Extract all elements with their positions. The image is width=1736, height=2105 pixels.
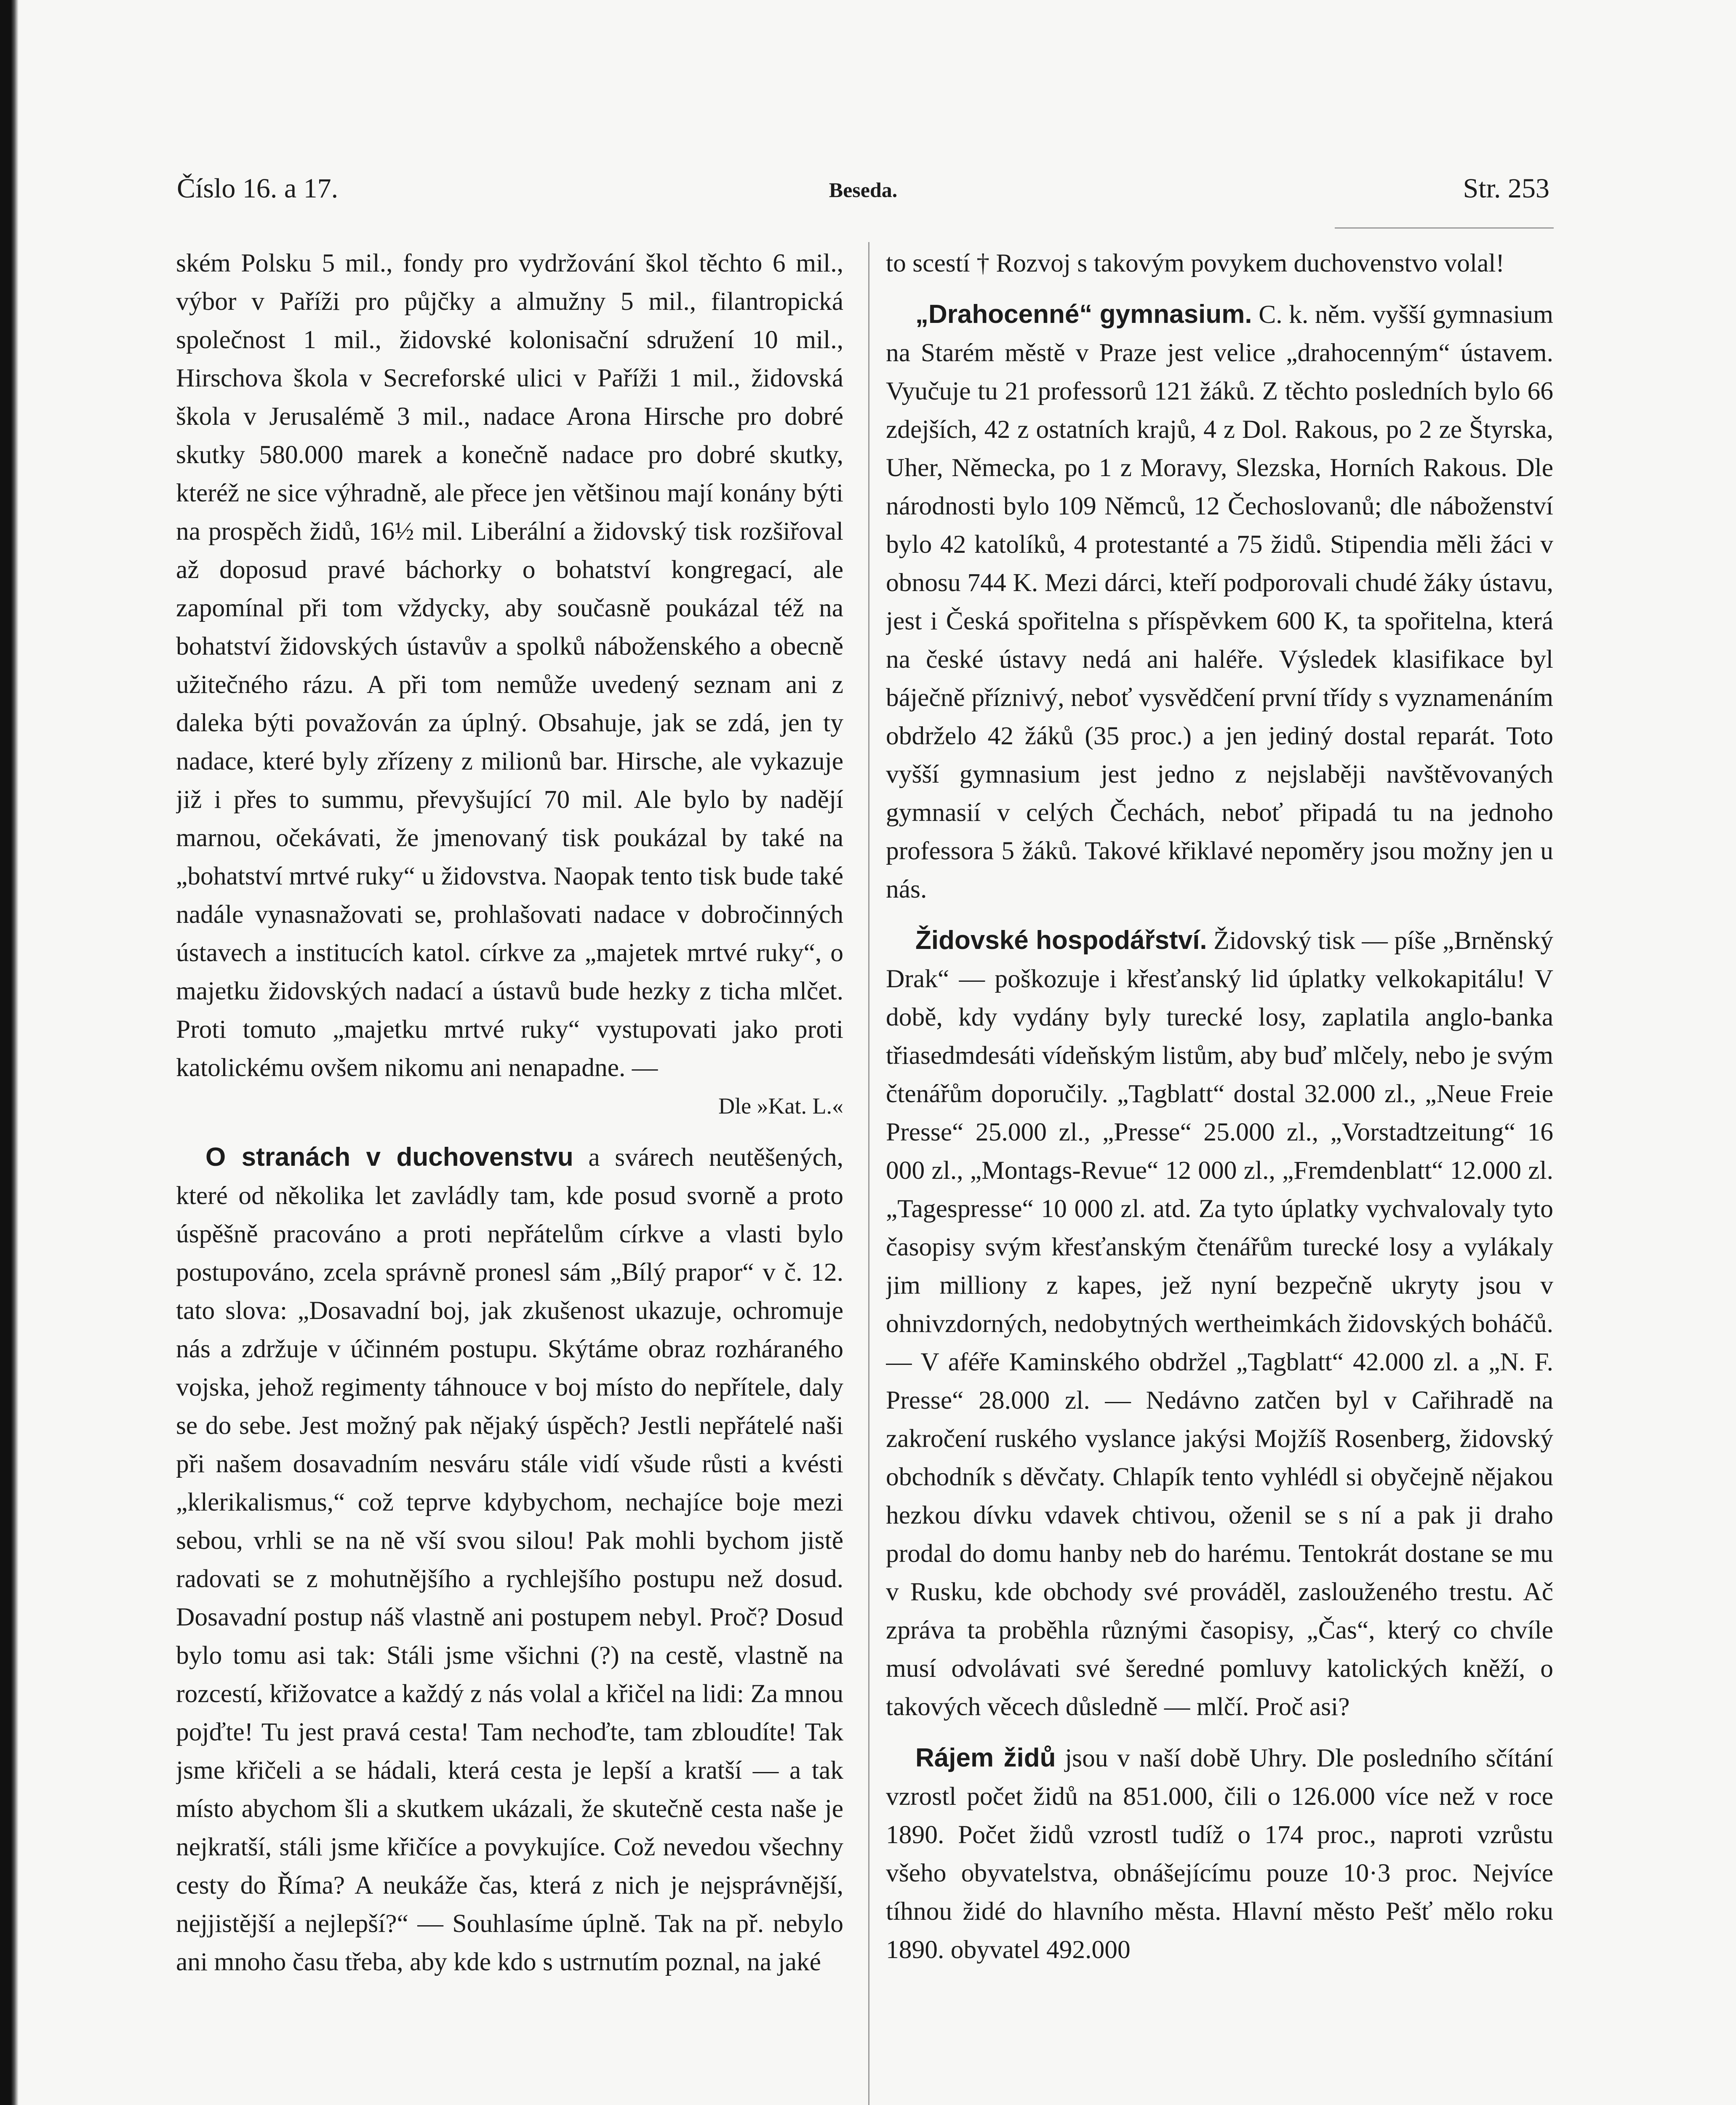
article-heading: „Drahocenné“ gymnasium. xyxy=(915,300,1252,329)
column-divider xyxy=(868,242,869,2105)
journal-title: Beseda. xyxy=(829,178,898,202)
paragraph-continuation: to scestí † Rozvoj s takovým povykem duchovenstvo volal! xyxy=(886,249,1504,277)
paragraph-gymnasium xyxy=(886,295,1553,909)
page-number: Str. 253 xyxy=(1463,173,1549,204)
article-heading: Židovské hospodářství. xyxy=(915,926,1207,955)
right-column xyxy=(886,244,1553,2105)
article-body: C. k. něm. vyšší gymnasium na Starém městě v Praze jest velice „drahocenným“ ústavem. Vyučuje tu 21 professorů 121 žáků. Z těchto posledních bylo 66 zdejších, 42 z ostatních krajů, 4 z Dol. Rakous, po 2 ze Štyrska, Uher, Německa, po 1 z Moravy, Slezska, Horních Rakous. Dle národnosti bylo 109 Němců, 12 Čechoslovanů; dle náboženství bylo 42 katolíků, 4 protestanté a 75 židů. Stipendia měli žáci v obnosu 744 K. Mezi dárci, kteří podporovali chudé žáky ústavu, jest i Česká spořitelna s příspěvkem 600 K, ta spořitelna, která na české ústavy nedá ani haléře. Výsledek klasifikace byl báječně příznivý, neboť vysvědčení první třídy s vyznamenáním obdrželo 42 žáků (35 proc.) a jen jediný dostal reparát. Toto vyšší gymnasium jest jedno z nejslaběji navštěvovaných gymnasií v celých Čechách, neboť připadá tu na jednoho professora 5 žáků. Takové křiklavé nepoměry jsou možny jen u nás. xyxy=(886,300,1553,903)
paragraph-economy xyxy=(886,921,1553,1726)
left-column xyxy=(176,244,843,2105)
article-heading: Rájem židů xyxy=(915,1743,1056,1772)
article-body: jsou v naší době Uhry. Dle posledního sčítání vzrostl počet židů na 851.000, čili o 126.000 více než v roce 1890. Počet židů vzrostl tudíž o 174 proc., naproti vzrůstu všeho obyvatelstva, obnášejícímu pouze 10·3 proc. Nejvíce tíhnou židé do hlavního města. Hlavní město Pešť mělo roku 1890. obyvatel 492.000 xyxy=(886,1744,1553,1964)
article-body: a svárech neutěšených, které od několika let zavládly tam, kde posud svorně a proto úspěšně pracováno a proti nepřátelům církve a vlasti bylo postupováno, zcela správně pronesl sám „Bílý prapor“ v č. 12. tato slova: „Dosavadní boj, jak zkušenost ukazuje, ochromuje nás a zdržuje v účinném postupu. Skýtáme obraz rozháraného vojska, jehož regimenty táhnouce v boj místo do nepřítele, daly se do sebe. Jest možný pak nějaký úspěch? Jestli nepřátelé naši při našem dosavadním nesváru stále vidí všude růsti a kvésti „klerikalismus,“ což teprve kdybychom, nechajíce boje mezi sebou, vrhli se na ně vší svou silou! Pak mohli bychom jistě radovati se z mohutnějšího a rychlejšího postupu než dosud. Dosavadní postup náš vlastně ani postupem nebyl. Proč? Dosud bylo tomu asi tak: Stáli jsme všichni (?) na cestě, vlastně na rozcestí, křižovatce a každý z nás volal a křičel na lidi: Za mnou pojďte! Tu jest pravá cesta! Tam nechoďte, tam zbloudíte! Tak jsme křičeli a se hádali, která cesta je lepší a kratší — a tak místo abychom šli a skutkem ukázali, že skutečně cesta naše je nejkratší, stáli jsme křičíce a povykujíce. Což nevedou všechny cesty do Říma? A neukáže čas, která z nich je nejsprávnější, nejjistější a nejlepší?“ — Souhlasíme úplně. Tak na př. nebylo ani mnoho času třeba, aby kde kdo s ustrnutím poznal, na jaké xyxy=(176,1143,843,1976)
article-body: Židovský tisk — píše „Brněnský Drak“ — poškozuje i křesťanský lid úplatky velkokapitálu! V době, kdy vydány byly turecké losy, zaplatila anglo-banka třiasedmdesáti vídeňským listům, aby buď mlčely, nebo je svým čtenářům doporučily. „Tagblatt“ dostal 32.000 zl., „Neue Freie Presse“ 25.000 zl., „Presse“ 25.000 zl., „Vorstadtzeitung“ 16 000 zl., „Montags-Revue“ 12 000 zl., „Fremdenblatt“ 12.000 zl. „Tagespresse“ 10 000 zl. atd. Za tyto úplatky vychvalovaly tyto časopisy svým křesťanským čtenářům turecké losy a vylákaly jim milliony z kapes, jež nyní bezpečně ukryty jsou v ohnivzdorných, nedobytných wertheimkách židovských boháčů. — V aféře Kaminského obdržel „Tagblatt“ 42.000 zl. a „N. F. Presse“ 28.000 zl. — Nedávno zatčen byl v Cařihradě na zakročení ruského vyslance jakýsi Mojžíš Rosenberg, židovský obchodník s děvčaty. Chlapík tento vyhlédl si obyčejně nějakou hezkou dívku vdavek chtivou, oženil se s ní a pak ji draho prodal do domu hanby neb do harému. Tentokrát dostane se mu v Rusku, kde obchody své prováděl, zaslouženého trestu. Ač zpráva ta proběhla různými časopisy, „Čas“, který co chvíle musí odvolávati své šeredné pomluvy katolických kněží, o takových věcech důsledně — mlčí. Proč asi? xyxy=(886,926,1553,1721)
paragraph-hungary xyxy=(886,1739,1553,1969)
issue-number: Číslo 16. a 17. xyxy=(177,173,339,204)
source-citation: Dle »Kat. L.« xyxy=(718,1093,843,1119)
article-heading: O stranách v duchovenstvu xyxy=(205,1143,573,1172)
header-rule xyxy=(1335,227,1554,229)
scan-edge xyxy=(0,0,19,2105)
paragraph-foundations: ském Polsku 5 mil., fondy pro vydržování škol těchto 6 mil., výbor v Paříži pro půjčky a almužny 5 mil., filantropická společnost 1 mil., židovské kolonisační sdružení 10 mil., Hirschova škola v Secreforské ulici v Paříži 1 mil., židovská škola v Jerusalémě 3 mil., nadace Arona Hirsche pro dobré skutky 580.000 marek a konečně nadace pro dobré skutky, kteréž ne sice výhradně, ale přece jen většinou mají konány býti na prospěch židů, 16½ mil. Liberální a židovský tisk rozšiřoval až doposud pravé báchorky o bohatství kongregací, ale zapomínal při tom vždycky, aby současně poukázal též na bohatství židovských ústavův a spolků náboženského a obecně užitečného rázu. A při tom nemůže uvedený seznam ani z daleka býti považován za úplný. Obsahuje, jak se zdá, jen ty nadace, které byly zřízeny z milionů bar. Hirsche, ale vykazuje již i přes to summu, převyšující 70 mil. Ale bylo by nadějí marnou, očekávati, že jmenovaný tisk poukázal by také na „bohatství mrtvé ruky“ u židovstva. Naopak tento tisk bude také nadále vynasnažovati se, prohlašovati nadace v dobročinných ústavech a institucích katol. církve za „majetek mrtvé ruky“, o majetku židovských nadací a ústavů bude hezky z ticha mlčet. Proti tomuto „majetku mrtvé ruky“ vystupovati jako proti katolickému ovšem nikomu ani nenapadne. — xyxy=(176,249,843,1082)
page-header xyxy=(177,173,1549,210)
paragraph-clergy-factions xyxy=(176,1138,843,1981)
